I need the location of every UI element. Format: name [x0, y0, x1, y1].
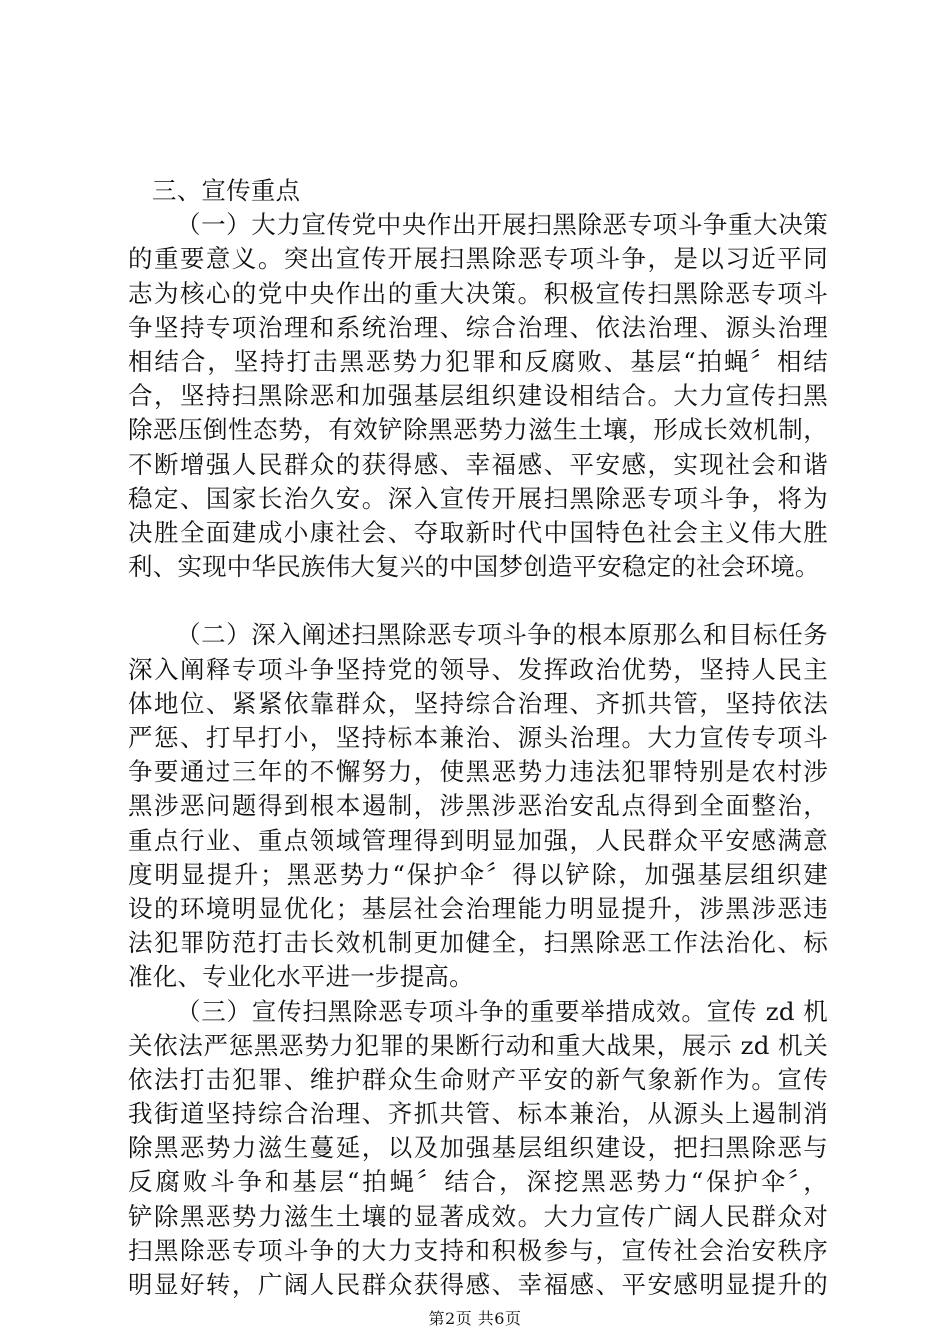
- paragraph-line: 准化、专业化水平进一步提高。: [128, 962, 474, 992]
- paragraph-spacer: [128, 584, 828, 618]
- paragraph-line: 设的环境明显优化；基层社会治理能力明显提升，涉黑涉恶违: [128, 893, 828, 923]
- paragraph-line: 关依法严惩黑恶势力犯罪的果断行动和重大战果，展示 zd 机关: [128, 1030, 828, 1060]
- paragraph-line: 除恶压倒性态势，有效铲除黑恶势力滋生土壤，形成长效机制，: [128, 415, 828, 445]
- paragraph-line: 利、实现中华民族伟大复兴的中国梦创造平安稳定的社会环境。: [128, 552, 820, 582]
- paragraph-line: 严惩、打早打小，坚持标本兼治、源头治理。大力宣传专项斗: [128, 723, 828, 752]
- paragraph-line: 法犯罪防范打击长效机制更加健全，扫黑除恶工作法治化、标: [128, 928, 828, 958]
- paragraph-3: [128, 995, 828, 1303]
- document-body: [128, 174, 828, 1302]
- section-heading: 三、宣传重点: [152, 176, 301, 205]
- page-number-footer: 第2页 共6页: [428, 1309, 522, 1328]
- paragraph-line: 铲除黑恶势力滋生土壤的显著成效。大力宣传广阔人民群众对: [128, 1201, 828, 1231]
- paragraph-line: 黑涉恶问题得到根本遏制，涉黑涉恶治安乱点得到全面整治，: [128, 791, 828, 821]
- paragraph-line: 我街道坚持综合治理、齐抓共管、标本兼治，从源头上遏制消: [128, 1099, 828, 1129]
- paragraph-1: [128, 208, 828, 584]
- paragraph-line: 重点行业、重点领域管理得到明显加强，人民群众平安感满意: [128, 825, 828, 855]
- paragraph-line: 决胜全面建成小康社会、夺取新时代中国特色社会主义伟大胜: [128, 517, 828, 547]
- paragraph-line: （一）大力宣传党中央作出开展扫黑除恶专项斗争重大决策: [176, 210, 828, 240]
- paragraph-line: 不断增强人民群众的获得感、幸福感、平安感，实现社会和谐: [128, 449, 828, 479]
- paragraph-line: 除黑恶势力滋生蔓延，以及加强基层组织建设，把扫黑除恶与: [128, 1133, 828, 1163]
- paragraph-line: 反腐败斗争和基层“拍蝇〞结合，深挖黑恶势力“保护伞〞，: [128, 1167, 828, 1197]
- paragraph-line: 稳定、国家长治久安。深入宣传开展扫黑除恶专项斗争，将为: [128, 483, 828, 513]
- paragraph-line: 依法打击犯罪、维护群众生命财产平安的新气象新作为。宣传: [128, 1064, 828, 1094]
- paragraph-line: 合，坚持扫黑除恶和加强基层组织建设相结合。大力宣传扫黑: [128, 381, 828, 411]
- paragraph-line: 度明显提升；黑恶势力“保护伞〞得以铲除，加强基层组织建: [128, 859, 828, 889]
- paragraph-line: （二）深入阐述扫黑除恶专项斗争的根本原那么和目标任务: [176, 620, 828, 650]
- paragraph-line: 志为核心的党中央作出的重大决策。积极宣传扫黑除恶专项斗: [128, 278, 828, 308]
- paragraph-2: [128, 618, 828, 994]
- paragraph-line: 扫黑除恶专项斗争的大力支持和积极参与，宣传社会治安秩序: [128, 1235, 828, 1265]
- paragraph-line: 深入阐释专项斗争坚持党的领导、发挥政治优势，坚持人民主: [128, 654, 828, 684]
- paragraph-line: 争要通过三年的不懈努力，使黑恶势力违法犯罪特别是农村涉: [128, 757, 828, 787]
- paragraph-line: （三）宣传扫黑除恶专项斗争的重要举措成效。宣传 zd 机: [176, 996, 828, 1026]
- paragraph-line: 体地位、紧紧依靠群众，坚持综合治理、齐抓共管，坚持依法: [128, 688, 828, 718]
- paragraph-line: 相结合，坚持打击黑恶势力犯罪和反腐败、基层“拍蝇〞相结: [128, 346, 828, 376]
- paragraph-line: 的重要意义。突出宣传开展扫黑除恶专项斗争，是以习近平同: [128, 244, 828, 274]
- paragraph-line: 明显好转，广阔人民群众获得感、幸福感、平安感明显提升的: [128, 1270, 828, 1299]
- paragraph-line: 争坚持专项治理和系统治理、综合治理、依法治理、源头治理: [128, 312, 828, 342]
